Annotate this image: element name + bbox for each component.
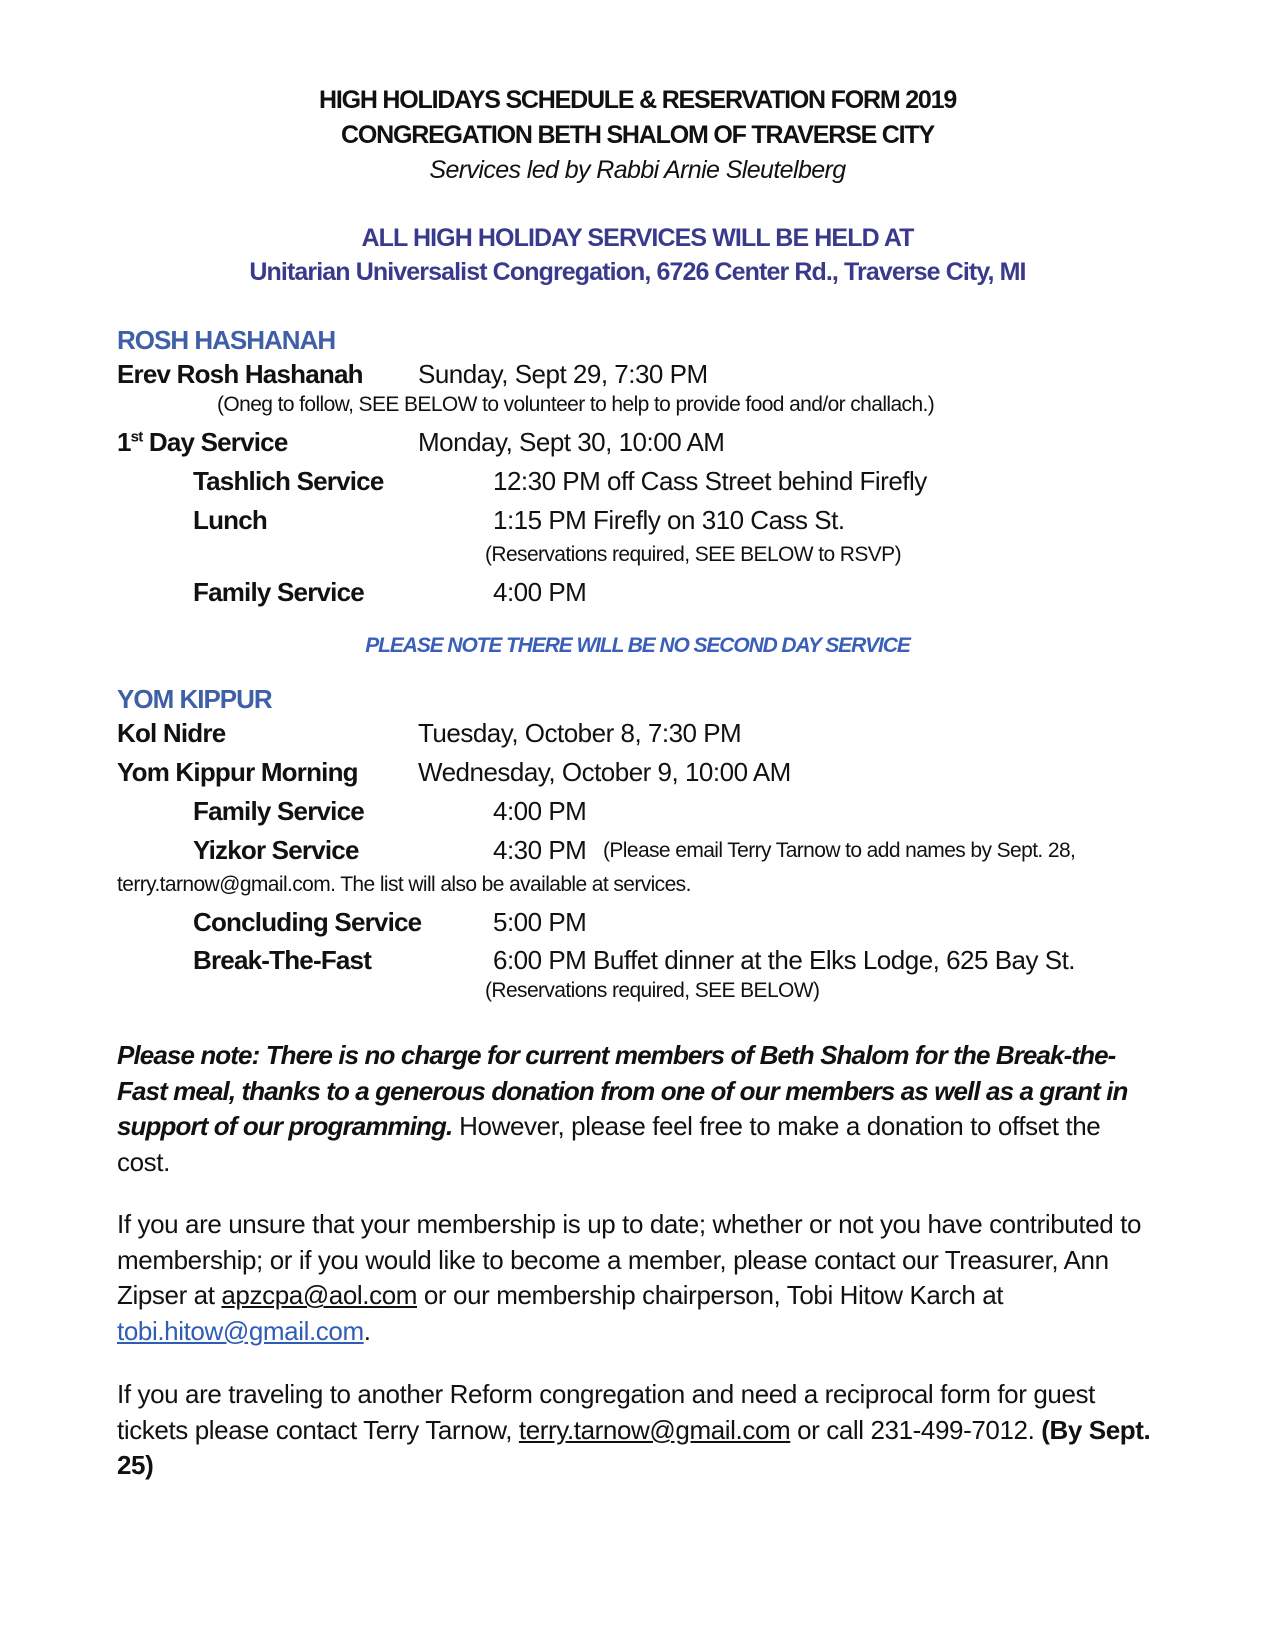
- yk-family-service-time: 4:00 PM: [493, 796, 587, 826]
- yk-family-service-label: Family Service: [193, 796, 364, 826]
- membership-paragraph: If you are unsure that your membership is up to date; whether or not you have contributed to membership; or if you would like to become a member, please contact our Treasurer, Ann Zipser at apzcpa@aol.com or our membership chairperson, Tobi Hitow Karch at tobi.hitow@gmail.com.: [117, 1209, 1142, 1346]
- rh-family-service-time: 4:00 PM: [493, 577, 587, 607]
- erev-rosh-hashanah-time: Sunday, Sept 29, 7:30 PM: [418, 359, 708, 389]
- oneg-note: (Oneg to follow, SEE BELOW to volunteer to help to provide food and/or challach.): [217, 393, 935, 416]
- section-heading-rosh-hashanah: ROSH HASHANAH: [117, 325, 336, 355]
- lunch-reservation-note: (Reservations required, SEE BELOW to RSVP): [485, 543, 901, 566]
- lunch-time: 1:15 PM Firefly on 310 Cass St.: [493, 505, 845, 535]
- break-the-fast-label: Break-The-Fast: [193, 945, 372, 975]
- break-the-fast-time: 6:00 PM Buffet dinner at the Elks Lodge, 625 Bay St.: [493, 945, 1076, 975]
- terry-email-link[interactable]: terry.tarnow@gmail.com: [518, 1414, 791, 1445]
- subtitle: Services led by Rabbi Arnie Sleutelberg: [429, 156, 846, 184]
- erev-rosh-hashanah-label: Erev Rosh Hashanah: [117, 359, 363, 389]
- no-charge-emphasis: Please note: There is no charge for current members of Beth Shalom for the Break-the-Fast meal, thanks to a generous donation from one of our members as well as a grant in support of our programming.: [117, 1040, 1128, 1141]
- rh-family-service-label: Family Service: [193, 577, 364, 607]
- no-charge-paragraph: Please note: There is no charge for current members of Beth Shalom for the Break-the-Fast meal, thanks to a generous donation from one of our members as well as a grant in support of our programming. However, please feel free to make a donation to offset the cost.: [117, 1040, 1128, 1177]
- venue-address: Unitarian Universalist Congregation, 6726 Center Rd., Traverse City, MI: [249, 258, 1026, 286]
- treasurer-email-link[interactable]: apzcpa@aol.com: [221, 1280, 418, 1310]
- yizkor-service-label: Yizkor Service: [193, 835, 359, 865]
- first-day-service-label: 1st Day Service: [117, 427, 288, 457]
- deadline-note: (By Sept. 25): [117, 1414, 1151, 1480]
- kol-nidre-label: Kol Nidre: [117, 718, 226, 748]
- first-day-service-time: Monday, Sept 30, 10:00 AM: [418, 427, 725, 457]
- reciprocal-form-paragraph: If you are traveling to another Reform congregation and need a reciprocal form for guest tickets please contact Terry Tarnow, terry.tarnow@gmail.com or call 231-499-7012. (By Sept. 25): [117, 1379, 1151, 1480]
- title-line-2: CONGREGATION BETH SHALOM OF TRAVERSE CITY: [341, 121, 934, 149]
- concluding-service-time: 5:00 PM: [493, 907, 587, 937]
- kol-nidre-time: Tuesday, October 8, 7:30 PM: [418, 718, 742, 748]
- yizkor-note-continued: terry.tarnow@gmail.com. The list will also be available at services.: [117, 873, 691, 896]
- tashlich-service-label: Tashlich Service: [193, 466, 384, 496]
- yom-kippur-morning-time: Wednesday, October 9, 10:00 AM: [418, 757, 791, 787]
- venue-heading: ALL HIGH HOLIDAY SERVICES WILL BE HELD AT: [361, 224, 914, 252]
- yizkor-note: (Please email Terry Tarnow to add names by Sept. 28,: [603, 839, 1076, 862]
- break-the-fast-note: (Reservations required, SEE BELOW): [485, 979, 820, 1002]
- yizkor-service-time: 4:30 PM: [493, 835, 587, 865]
- lunch-label: Lunch: [193, 505, 267, 535]
- membership-chair-email-link[interactable]: tobi.hitow@gmail.com: [117, 1315, 364, 1346]
- section-heading-yom-kippur: YOM KIPPUR: [117, 684, 272, 714]
- title-line-1: HIGH HOLIDAYS SCHEDULE & RESERVATION FORM 2019: [318, 86, 957, 114]
- yom-kippur-morning-label: Yom Kippur Morning: [117, 757, 358, 787]
- no-second-day-notice: PLEASE NOTE THERE WILL BE NO SECOND DAY SERVICE: [365, 634, 910, 657]
- concluding-service-label: Concluding Service: [193, 907, 422, 937]
- tashlich-service-time: 12:30 PM off Cass Street behind Firefly: [493, 466, 927, 496]
